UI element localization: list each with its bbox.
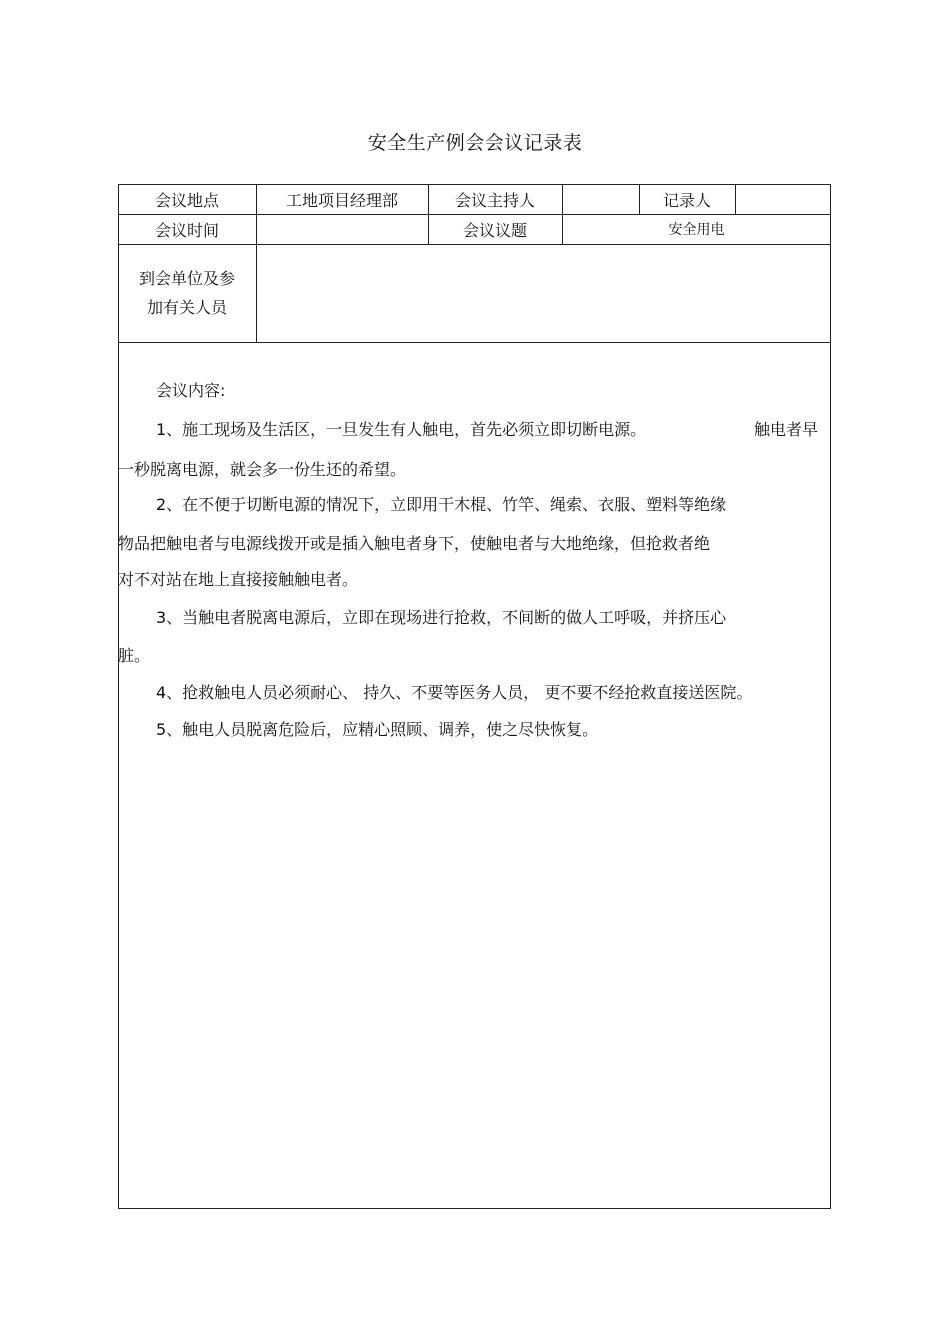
attendees-label-line: 加有关人员 bbox=[146, 298, 227, 317]
row-divider bbox=[118, 342, 831, 343]
host-value bbox=[562, 184, 639, 214]
topic-value: 安全用电 bbox=[668, 222, 725, 238]
content-line: 对不对站在地上直接接触触电者。 bbox=[118, 570, 359, 589]
time-label: 会议时间 bbox=[154, 220, 219, 240]
attendees-label bbox=[118, 244, 256, 342]
content-line: 3、当触电者脱离电源后，立即在现场进行抢救，不间断的做人工呼吸，并挤压心 bbox=[156, 608, 727, 627]
content-line: 2、在不便于切断电源的情况下，立即用干木棍、竹竿、绳索、衣服、塑料等绝缘 bbox=[156, 495, 727, 514]
recorder-label: 记录人 bbox=[662, 190, 711, 210]
content-line: 脏。 bbox=[118, 646, 151, 665]
location-value: 工地项目经理部 bbox=[285, 190, 398, 210]
page-title: 安全生产例会会议记录表 bbox=[367, 132, 583, 154]
location-label: 会议地点 bbox=[154, 190, 219, 210]
content-line: 一秒脱离电源，就会多一份生还的希望。 bbox=[118, 460, 407, 479]
content-line: 1、施工现场及生活区，一旦发生有人触电，首先必须立即切断电源。 bbox=[156, 420, 647, 439]
content-line: 触电者早 bbox=[754, 420, 819, 439]
content-line: 物品把触电者与电源线拨开或是插入触电者身下，使触电者与大地绝缘，但抢救者绝 bbox=[118, 534, 711, 553]
attendees-label-line: 到会单位及参 bbox=[138, 269, 235, 288]
time-value bbox=[256, 214, 428, 244]
topic-label: 会议议题 bbox=[462, 220, 527, 240]
content-line: 4、抢救触电人员必须耐心、 持久、不要等医务人员， 更不要不经抢救直接送医院。 bbox=[156, 683, 753, 702]
attendees-value bbox=[256, 244, 831, 342]
content-heading: 会议内容: bbox=[156, 381, 226, 400]
host-label: 会议主持人 bbox=[454, 190, 535, 210]
content-line: 5、触电人员脱离危险后，应精心照顾、调养，使之尽快恢复。 bbox=[156, 720, 599, 739]
recorder-value bbox=[735, 184, 831, 214]
